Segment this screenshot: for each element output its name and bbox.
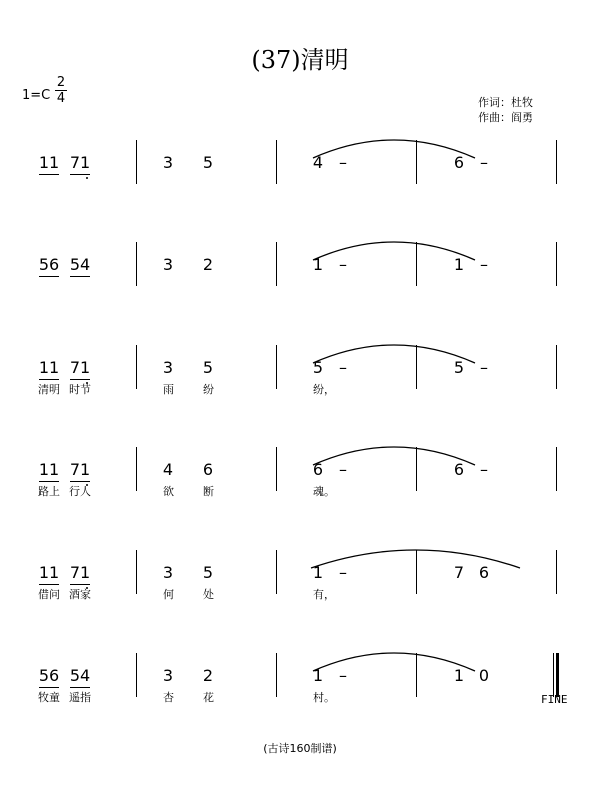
eighth-note-underline (39, 481, 59, 482)
lyric: 牧童 (38, 691, 60, 704)
note: 4 (162, 460, 174, 479)
note: 6 (453, 460, 465, 479)
note: – (339, 563, 347, 582)
note: 5 (312, 358, 324, 377)
composer-credit: 作曲：阎勇 (478, 111, 533, 124)
note: 11 (38, 460, 60, 479)
lyric: 杏 (163, 691, 174, 704)
note: 71 (69, 153, 91, 172)
note: 1 (312, 255, 324, 274)
note: – (339, 153, 347, 172)
lyric: 魂。 (313, 485, 335, 498)
note: 0 (478, 666, 490, 685)
slur-path (313, 447, 475, 465)
note: 3 (162, 255, 174, 274)
note: 7 (453, 563, 465, 582)
note: 11 (38, 563, 60, 582)
lyric: 纷 (203, 383, 214, 396)
note: 5 (202, 358, 214, 377)
lyric: 酒家 (69, 588, 91, 601)
slur-arc (0, 120, 600, 160)
note: 1 (312, 666, 324, 685)
note: 1 (453, 255, 465, 274)
time-signature-top: 2 (56, 75, 66, 90)
slur-path (311, 550, 520, 568)
eighth-note-underline (70, 174, 90, 175)
lyric: 何 (163, 588, 174, 601)
lyric: 有， (313, 588, 335, 601)
lyric: 处 (203, 588, 214, 601)
slur-path (313, 653, 475, 671)
time-signature-bottom: 4 (56, 91, 66, 106)
note: 6 (312, 460, 324, 479)
staff-system (0, 252, 600, 322)
slur-arc (0, 427, 600, 467)
lyric: 行人 (69, 485, 91, 498)
key-signature: 1=C (22, 88, 51, 103)
staff-system (0, 560, 600, 630)
note: – (339, 460, 347, 479)
eighth-note-underline (39, 174, 59, 175)
eighth-note-underline (39, 687, 59, 688)
eighth-note-underline (39, 276, 59, 277)
slur-path (313, 345, 475, 363)
note: 71 (69, 460, 91, 479)
lyric: 遥指 (69, 691, 91, 704)
note: 5 (202, 563, 214, 582)
slur-arc (0, 633, 600, 673)
note: 3 (162, 153, 174, 172)
note: 5 (202, 153, 214, 172)
eighth-note-underline (70, 379, 90, 380)
slur-arc (0, 530, 600, 570)
note: 1 (312, 563, 324, 582)
slur-path (313, 140, 475, 158)
lyric: 欲 (163, 485, 174, 498)
lyric: 纷， (313, 383, 335, 396)
note: – (480, 460, 488, 479)
note: 54 (69, 666, 91, 685)
note: – (480, 153, 488, 172)
lyric: 路上 (38, 485, 60, 498)
note: 56 (38, 666, 60, 685)
note: 3 (162, 563, 174, 582)
lyric: 借问 (38, 588, 60, 601)
lyric: 雨 (163, 383, 174, 396)
lyric: 花 (203, 691, 214, 704)
note: 3 (162, 358, 174, 377)
note: 11 (38, 358, 60, 377)
note: 5 (453, 358, 465, 377)
note: – (480, 358, 488, 377)
note: – (339, 255, 347, 274)
slur-path (313, 242, 475, 260)
eighth-note-underline (39, 584, 59, 585)
slur-arc (0, 222, 600, 262)
note: 71 (69, 563, 91, 582)
lower-octave-dot (86, 177, 88, 179)
note: 6 (202, 460, 214, 479)
staff-system (0, 355, 600, 425)
lyric: 时节 (69, 383, 91, 396)
note: – (339, 666, 347, 685)
footer-note: (古诗160制谱) (263, 742, 337, 755)
note: 1 (453, 666, 465, 685)
eighth-note-underline (70, 276, 90, 277)
staff-system (0, 457, 600, 527)
eighth-note-underline (70, 584, 90, 585)
eighth-note-underline (70, 687, 90, 688)
note: 6 (453, 153, 465, 172)
note: 6 (478, 563, 490, 582)
fine-mark: FINE (541, 693, 568, 706)
note: 2 (202, 255, 214, 274)
note: 54 (69, 255, 91, 274)
note: – (480, 255, 488, 274)
note: 71 (69, 358, 91, 377)
eighth-note-underline (39, 379, 59, 380)
lyric: 断 (203, 485, 214, 498)
eighth-note-underline (70, 481, 90, 482)
lyric: 村。 (313, 691, 335, 704)
note: 56 (38, 255, 60, 274)
staff-system (0, 663, 600, 733)
note: 4 (312, 153, 324, 172)
slur-arc (0, 325, 600, 365)
note: – (339, 358, 347, 377)
lyric: 清明 (38, 383, 60, 396)
staff-system (0, 150, 600, 220)
note: 11 (38, 153, 60, 172)
song-title: (37)清明 (251, 46, 349, 74)
note: 3 (162, 666, 174, 685)
note: 2 (202, 666, 214, 685)
lyricist-credit: 作词：杜牧 (478, 96, 533, 109)
